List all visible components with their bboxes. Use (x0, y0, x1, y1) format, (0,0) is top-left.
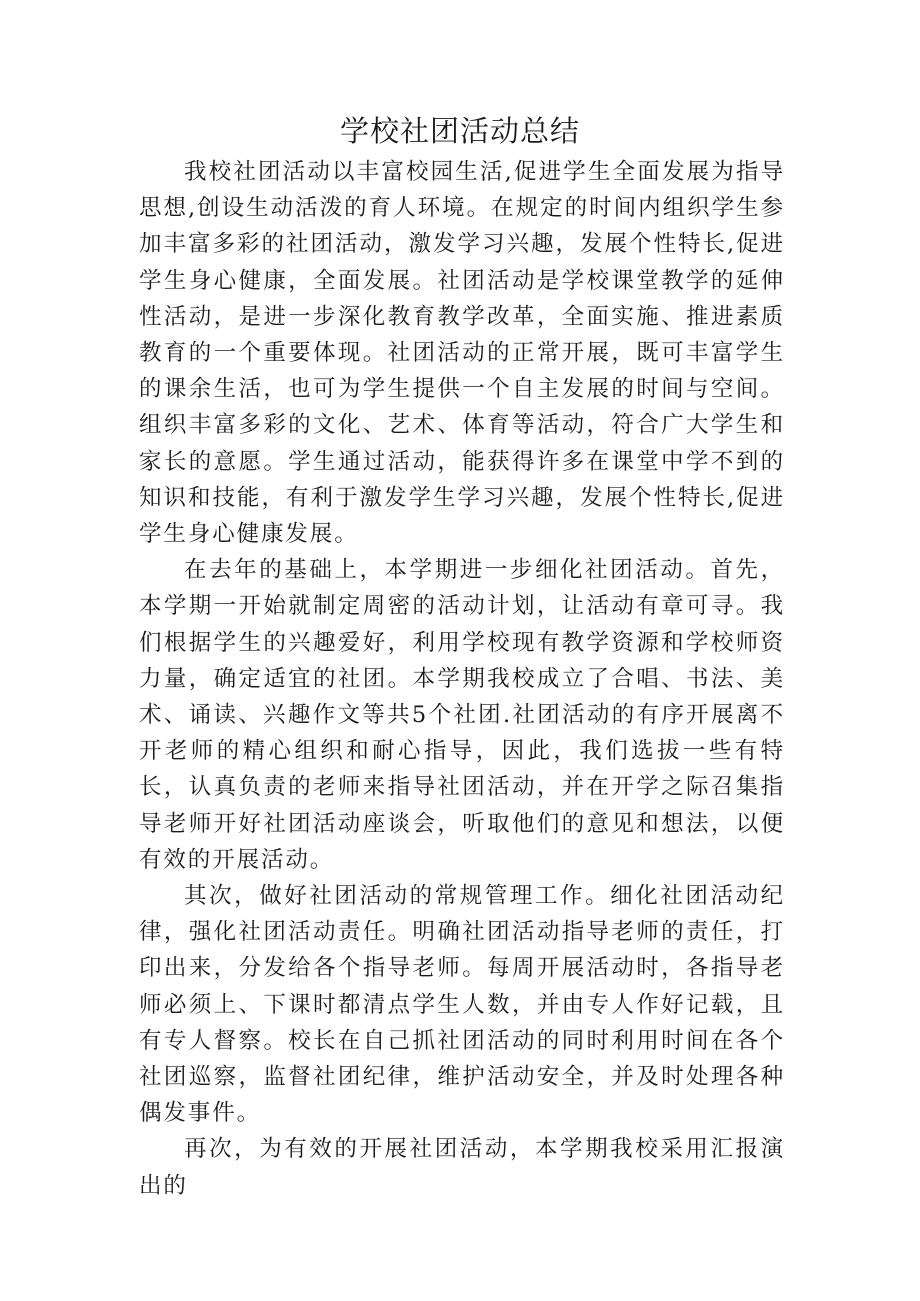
paragraph-performance: 再次，为有效的开展社团活动，本学期我校采用汇报演出的 (139, 1136, 785, 1199)
document-title: 学校社团活动总结 (339, 114, 580, 148)
paragraph-planning: 在去年的基础上，本学期进一步细化社团活动。首先，本学期一开始就制定周密的活动计划，让活动有章可寻。我们根据学生的兴趣爱好，利用学校现有教学资源和学校师资力量，确定适宜的社团。本学期我校成立了合唱、书法、美术、诵读、兴趣作文等共5个社团.社团活动的有序开展离不开老师的精心组织和耐心指导，因此，我们选拔一些有特长，认真负责的老师来指导社团活动，并在开学之际召集指导老师开好社团活动座谈会，听取他们的意见和想法，以便有效的开展活动。 (139, 557, 785, 873)
paragraph-intro: 我校社团活动以丰富校园生活,促进学生全面发展为指导思想,创设生动活泼的育人环境。在规定的时间内组织学生参加丰富多彩的社团活动，激发学习兴趣，发展个性特长,促进学生身心健康，全面发展。社团活动是学校课堂教学的延伸性活动，是进一步深化教育教学改革，全面实施、推进素质教育的一个重要体现。社团活动的正常开展，既可丰富学生的课余生活，也可为学生提供一个自主发展的时间与空间。组织丰富多彩的文化、艺术、体育等活动，符合广大学生和家长的意愿。学生通过活动，能获得许多在课堂中学不到的知识和技能，有利于激发学生学习兴趣，发展个性特长,促进学生身心健康发展。 (139, 159, 785, 548)
paragraph-management: 其次，做好社团活动的常规管理工作。细化社团活动纪律，强化社团活动责任。明确社团活动指导老师的责任，打印出来，分发给各个指导老师。每周开展活动时，各指导老师必须上、下课时都清点学生人数，并由专人作好记载，且有专人督察。校长在自己抓社团活动的同时利用时间在各个社团巡察，监督社团纪律，维护活动安全，并及时处理各种偶发事件。 (139, 883, 785, 1127)
document-body (139, 154, 785, 1204)
